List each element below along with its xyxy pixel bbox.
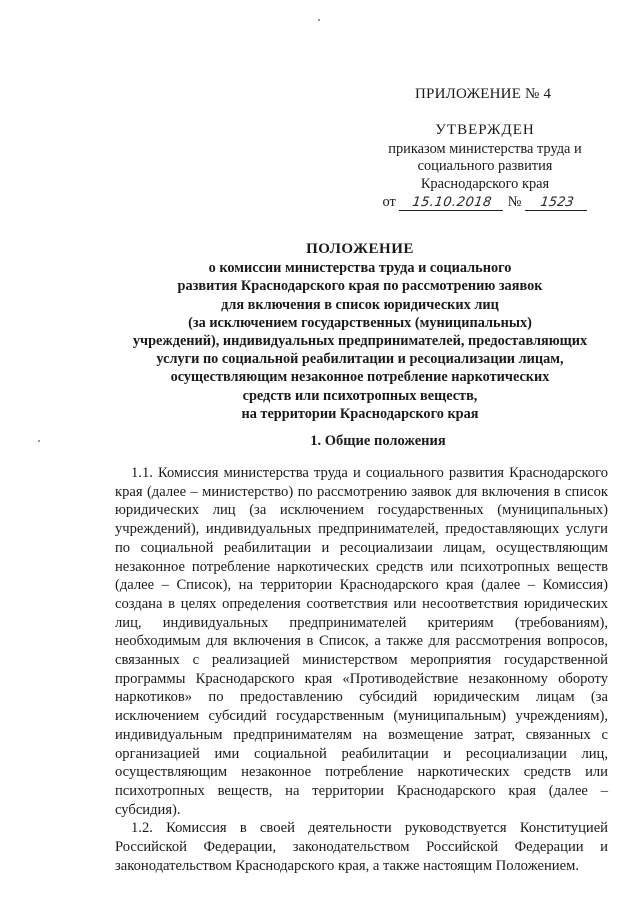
title-line: развития Краснодарского края по рассмотрению заявок [177, 278, 543, 295]
title-line: средств или психотропных веществ, [242, 387, 478, 404]
paragraph-1-1: 1.1. Комиссия министерства труда и социального развития Краснодарского края (далее – министерство) по рассмотрению заявок для включения в список юридических лиц (за исключением государственных (муниципальных) учреждений), индивидуальных предпринимателей, предоставляющих услуги по социальной реабилитации и ресоциализаии лицам, осуществляющим незаконное потребление наркотических средств или психотропных веществ (далее – Список), на территории Краснодарского края (далее – Комиссия) создана в целях определения соответствия или несоответствия юридических лиц, индивидуальных предпринимателей критериям (требованиям), необходимым для включения в Список, а также для рассмотрения вопросов, связанных с реализацией министерством мероприятия государственной программы Краснодарского края «Противодействие незаконному обороту наркотиков» по предоставлению субсидий юридическим лицам (за исключением субсидий государственным (муниципальным) учреждениям), индивидуальным предпринимателям на возмещение затрат, связанных с организацией ими социальной реабилитации и ресоциализации лиц, осуществляющим незаконное потребление наркотических средств или психотропных веществ, на территории Краснодарского края (далее – субсидия). [115, 465, 608, 818]
approval-line: Краснодарского края [420, 175, 550, 192]
approval-line: социального развития [417, 158, 553, 174]
section-body [115, 464, 608, 875]
paragraph-1-2: 1.2. Комиссия в своей деятельности руководствуется Конституцией Российской Федерации, законодательством Российской Федерации и законодательством Краснодарского края, а также настоящим Положением. [115, 820, 608, 874]
title-line: для включения в список юридических лиц [221, 296, 499, 313]
approval-block [360, 122, 610, 212]
appendix-label: ПРИЛОЖЕНИЕ № 4 [415, 86, 552, 102]
title-line: учреждений), индивидуальных предпринимателей, предоставляющих [132, 333, 588, 350]
approval-line: приказом министерства труда и [388, 140, 582, 157]
number-label: № [507, 194, 522, 210]
approved-label: УТВЕРЖДЕН [435, 122, 535, 138]
handwritten-number: 1523 [524, 195, 588, 211]
title-line: услуги по социальной реабилитации и ресоциализации лицам, [156, 351, 564, 368]
order-reference [360, 194, 610, 212]
title-line: на территории Краснодарского края [241, 405, 479, 422]
title-heading: ПОЛОЖЕНИЕ [306, 241, 414, 257]
section-title: 1. Общие положения [310, 433, 446, 449]
scan-speck [318, 19, 320, 21]
from-label: от [382, 194, 396, 210]
title-line: (за исключением государственных (муниципальных) [188, 314, 532, 331]
document-title [60, 240, 640, 423]
title-line: о комиссии министерства труда и социального [208, 260, 512, 277]
handwritten-date: 15.10.2018 [399, 195, 505, 211]
title-line: осуществляющим незаконное потребление наркотических [170, 369, 550, 386]
